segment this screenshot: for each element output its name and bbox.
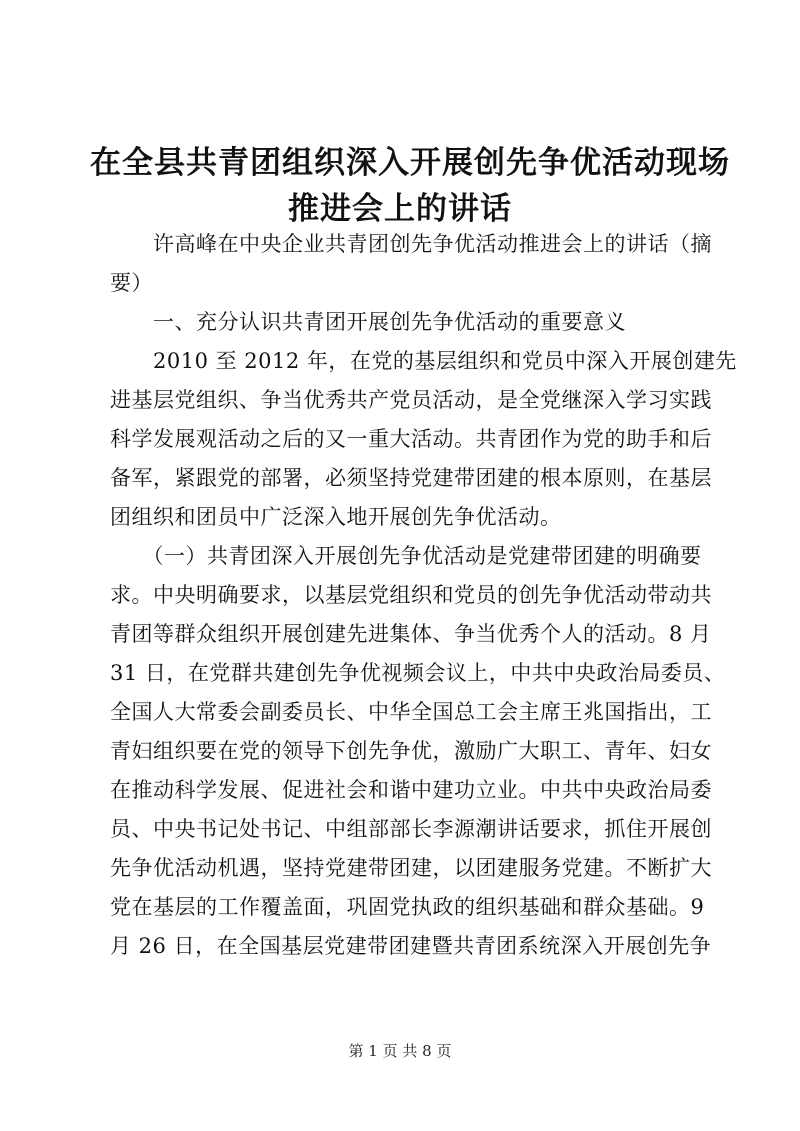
- body-line: 要）: [110, 271, 153, 295]
- body-line: 党在基层的工作覆盖面，巩固党执政的组织基础和群众基础。9: [110, 895, 705, 919]
- body-line: 全国人大常委会副委员长、中华全国总工会主席王兆国指出，工: [110, 700, 712, 724]
- title-line-1: 在全县共青团组织深入开展创先争优活动现场: [90, 145, 730, 181]
- body-line: 科学发展观活动之后的又一重大活动。共青团作为党的助手和后: [110, 427, 712, 451]
- body-line: 月 26 日，在全国基层党建带团建暨共青团系统深入开展创先争: [110, 934, 712, 958]
- body-line: 31 日，在党群共建创先争优视频会议上，中共中央政治局委员、: [110, 661, 726, 685]
- body-line: 进基层党组织、争当优秀共产党员活动，是全党继深入学习实践: [110, 388, 712, 412]
- body-line: 员、中央书记处书记、中组部部长李源潮讲话要求，抓住开展创: [110, 817, 712, 841]
- body-line: 青团等群众组织开展创建先进集体、争当优秀个人的活动。8 月: [110, 622, 712, 646]
- body-line: 备军，紧跟党的部署，必须坚持党建带团建的根本原则，在基层: [110, 466, 712, 490]
- body-line: 许高峰在中央企业共青团创先争优活动推进会上的讲话（摘: [110, 232, 712, 256]
- body-line: 团组织和团员中广泛深入地开展创先争优活动。: [110, 505, 562, 529]
- document-body: [110, 225, 737, 966]
- body-line: 求。中央明确要求，以基层党组织和党员的创先争优活动带动共: [110, 583, 712, 607]
- body-line: 青妇组织要在党的领导下创先争优，激励广大职工、青年、妇女: [110, 739, 712, 763]
- page-number-footer: 第 1 页 共 8 页: [348, 1042, 452, 1060]
- title-line-2: 推进会上的讲话: [288, 191, 512, 227]
- body-line: 先争优活动机遇，坚持党建带团建，以团建服务党建。不断扩大: [110, 856, 712, 880]
- body-line: 在推动科学发展、促进社会和谐中建功立业。中共中央政治局委: [110, 778, 712, 802]
- section-heading: 一、充分认识共青团开展创先争优活动的重要意义: [110, 310, 626, 334]
- document-title: [90, 140, 730, 232]
- body-line: 2010 至 2012 年，在党的基层组织和党员中深入开展创建先: [110, 349, 737, 373]
- body-line: （一）共青团深入开展创先争优活动是党建带团建的明确要: [110, 544, 702, 568]
